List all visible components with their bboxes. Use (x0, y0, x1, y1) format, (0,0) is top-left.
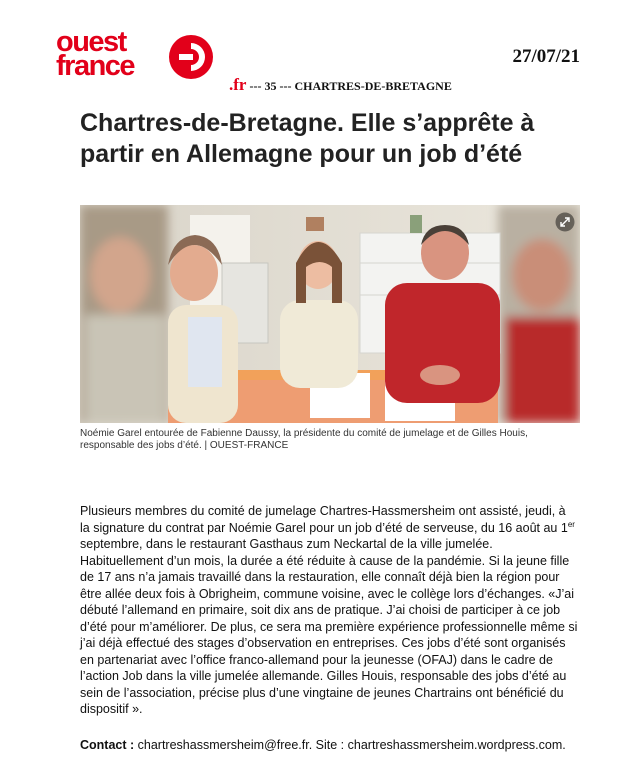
tld-label: .fr (229, 75, 247, 94)
article-headline: Chartres-de-Bretagne. Elle s’apprête à partir en Allemagne pour un job d’été (80, 109, 535, 168)
body-text-part1: Plusieurs membres du comité de jumelage Chartres-Hassmersheim ont assisté, jeudi, à la signature du contrat par Noémie Garel pour un job d’été de serveuse, du 16 août au 1 (80, 504, 568, 535)
photo-caption: Noémie Garel entourée de Fabienne Daussy, la présidente du comité de jumelage et de Gilles Houis, responsable des jobs d’été. | OUEST-FRANCE (80, 428, 528, 451)
dateline-location: --- 35 --- CHARTRES-DE-BRETAGNE (246, 79, 452, 93)
expand-icon[interactable] (555, 212, 575, 232)
article-photo (80, 205, 580, 423)
publication-date: 27/07/21 (512, 46, 580, 67)
article-body (80, 503, 578, 718)
contact-text: chartreshassmersheim@free.fr. Site : chartreshassmersheim.wordpress.com. (134, 738, 566, 752)
logo-circle-icon (168, 34, 214, 80)
ouest-france-logo[interactable] (56, 26, 216, 86)
dateline (229, 75, 452, 95)
contact-label: Contact : (80, 738, 135, 752)
contact-info (80, 737, 578, 753)
body-superscript: er (567, 519, 575, 529)
body-text-part2: septembre, dans le restaurant Gasthaus zum Neckartal de la ville jumelée. Habituellement d’un mois, la durée a été réduite à cause de la pandémie. Si la jeune fille de 17 ans n’a jamais travaillé dans la restauration, elle connaît déjà bien la région pour être allée deux fois à Obrigheim, commune voisine, avec le collège lors d’échanges. «J’ai débuté l’allemand en primaire, soit dix ans de pratique. J’ai choisi de participer à ce job d’été pour m’améliorer. De plus, ce sera ma première expérience professionnelle même si j’ai déjà effectué des stages d’observation en entreprises. Ces jobs d’été sont organisés en partenariat avec l’office franco-allemand pour la jeunesse (OFAJ) dans le cadre de l’action Job dans la ville jumelée allemande. Gilles Houis, responsable des jobs d’été au sein de l’association, précise plus d’une vingtaine de jeunes Chartrains ont bénéficié du dispositif ». (80, 537, 578, 716)
logo-wordmark: ouest france (56, 26, 135, 82)
